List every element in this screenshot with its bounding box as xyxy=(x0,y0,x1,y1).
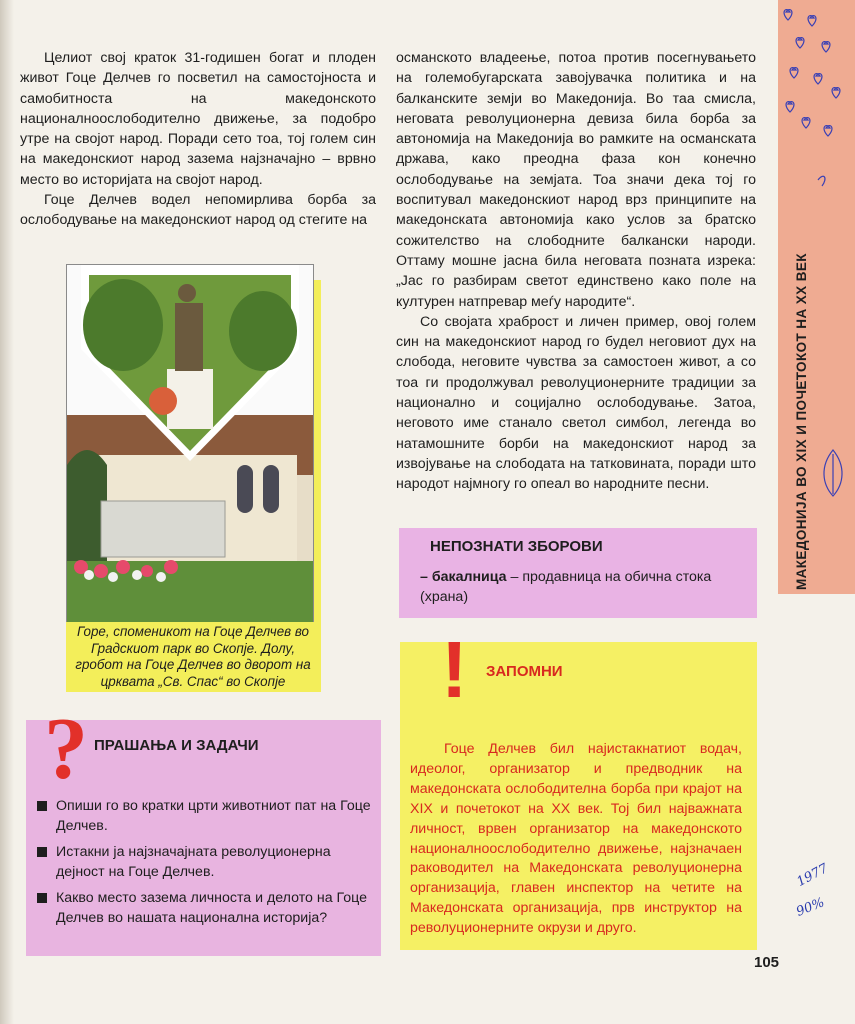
body-paragraph: Гоце Делчев водел непомирлива борба за ослободување на македонскиот народ од стегите на xyxy=(20,192,376,229)
page-gutter-shadow xyxy=(0,0,14,1024)
right-text-column xyxy=(396,48,756,495)
bullet-square-icon xyxy=(37,847,47,857)
question-item: Истакни ја најзначајната револуционерна дејност на Гоце Делчев. xyxy=(34,842,374,882)
vocabulary-title: НЕПОЗНАТИ ЗБОРОВИ xyxy=(430,538,603,555)
questions-list xyxy=(34,796,374,934)
monument-and-grave-illustration xyxy=(67,265,313,623)
handwritten-note: 1977 xyxy=(794,861,831,890)
chapter-side-band xyxy=(778,0,855,594)
handwritten-note: 90% xyxy=(794,895,827,920)
remember-text: Гоце Делчев бил најистакнатиот водач, идеолог, организатор и предводник на македонската ослободителна борба при крајот на XIX и почетокот на XX век. Тој бил најважната личност, врвен организатор на македонското националноослободително движење, најзначаен раководител на Македонската револуционерна организација, главен инспектор на четите на Македонската организација, прв инструктор на револуционерните окрузи и друго. xyxy=(410,741,742,937)
left-text-column xyxy=(20,48,376,231)
exclamation-icon: ! xyxy=(441,625,468,714)
remember-title: ЗАПОМНИ xyxy=(486,663,563,680)
vocabulary-entry xyxy=(420,567,750,607)
chapter-side-title: МАКЕДОНИЈА ВО XIX И ПОЧЕТОКОТ НА XX ВЕК xyxy=(794,253,809,590)
question-item: Какво место зазема личноста и делото на Гоце Делчев во нашата национална историја? xyxy=(34,888,374,928)
body-paragraph: Целиот свој краток 31-годишен богат и плоден живот Гоце Делчев го посветил на самостојноста и самобитноста на македонското националноослободително движење, за подобро утре на својот народ. Поради сето тоа, тој голем син на македонскиот народ зазема најзначајно – врвно место во историјата на својот народ. xyxy=(20,50,376,188)
question-mark-icon: ? xyxy=(44,701,88,798)
body-paragraph: Со својата храброст и личен пример, овој голем син на македонскиот народ го будел неговиот дух на слобода, неговите чувства за самостоен живот, а со тоа ги продолжувал револуционерните традиции за национално и социјално ослободување. Затоа, неговото име станало светол симбол, легенда во натамошните борби на македонскиот народ за извојување на слободата на татковината, поради што народот најмногу го опеал во народните песни. xyxy=(396,313,756,493)
photo-caption: Горе, споменикот на Гоце Делчев во Градскиот парк во Скопје. Долу, гробот на Гоце Делчев во дворот на црквата „Св. Спас“ во Скопје xyxy=(75,624,311,689)
bullet-square-icon xyxy=(37,801,47,811)
vocabulary-definition: – продавница на обична стока (храна) xyxy=(420,569,712,605)
bullet-square-icon xyxy=(37,893,47,903)
heart-doodles xyxy=(778,0,855,200)
monument-photo xyxy=(66,264,314,624)
questions-title: ПРАШАЊА И ЗАДАЧИ xyxy=(94,737,259,754)
leaf-doodle xyxy=(818,448,848,498)
question-item: Опиши го во кратки црти животниот пат на Гоце Делчев. xyxy=(34,796,374,836)
page-number: 105 xyxy=(754,954,780,971)
body-paragraph: османското владеење, потоа против посегнувањето на големобугарската завојувачка политика и на балканските земји во Македонија. Во таа смисла, неговата револуционерна девиза била борба за автономија на Македонија во рамките на османската држава, како преодна фаза кон конечно ослободување на земјата. Тоа значи дека тој го воспитувал македонскиот народ врз принципите на македонската автономија како услов за братско сожителство на слободните балкански народи. Оттаму мошне јасна била неговата позната изрека: „Јас го разбирам светот единствено како поле на културен натпревар меѓу народите“. xyxy=(396,50,756,310)
vocabulary-term: – бакалница xyxy=(420,569,507,585)
